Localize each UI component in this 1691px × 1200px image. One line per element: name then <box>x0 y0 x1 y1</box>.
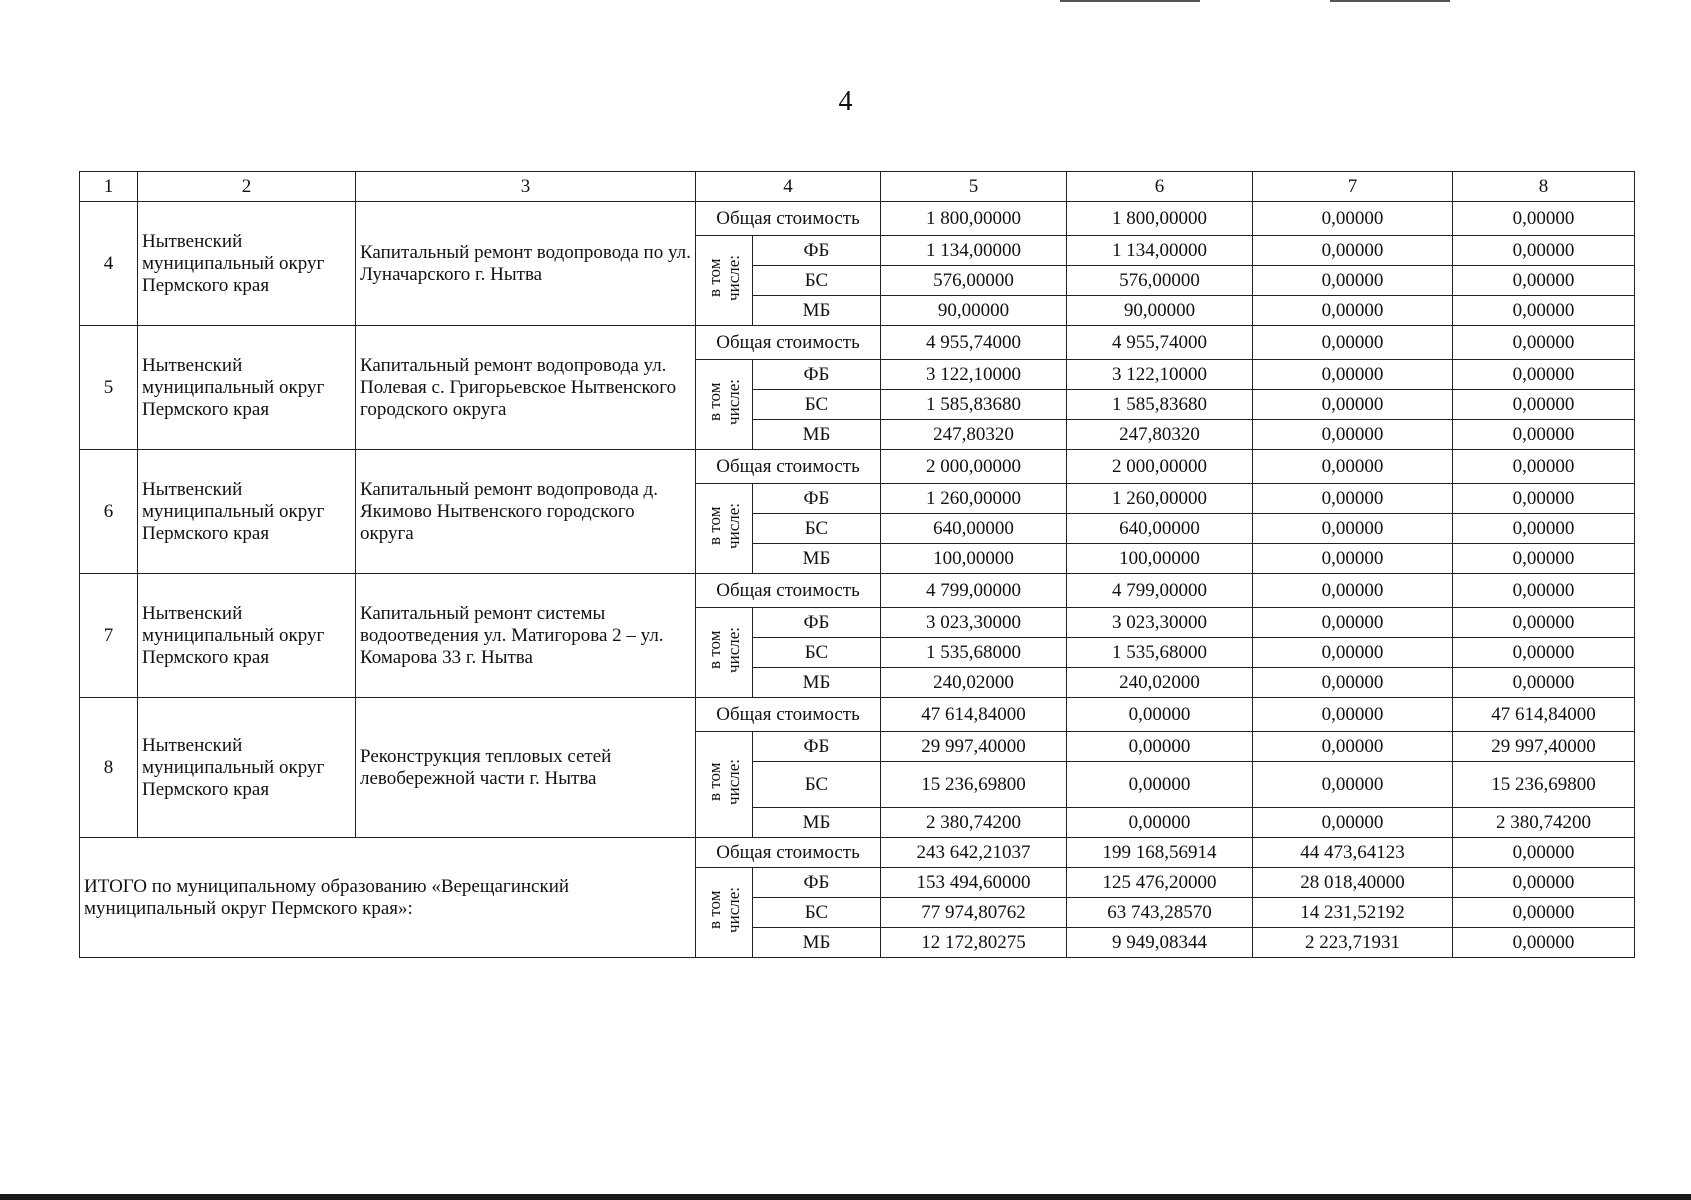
source-label-bs: БС <box>753 638 881 668</box>
value-cell: 1 585,83680 <box>1067 390 1253 420</box>
table-row <box>80 574 1635 608</box>
in-that-label-cell <box>696 608 753 698</box>
header-row <box>80 172 1635 202</box>
value-cell: 0,00000 <box>1453 296 1635 326</box>
table-row <box>80 326 1635 360</box>
value-cell: 90,00000 <box>881 296 1067 326</box>
row-number: 8 <box>80 698 138 838</box>
in-that-label-cell <box>696 484 753 574</box>
value-cell: 29 997,40000 <box>1453 732 1635 762</box>
value-cell: 1 800,00000 <box>881 202 1067 236</box>
municipality-name: Нытвенский муниципальный округ Пермского края <box>138 202 356 326</box>
in-that-label: в том числе: <box>705 886 743 933</box>
budget-table <box>79 171 1635 958</box>
value-cell: 0,00000 <box>1253 420 1453 450</box>
value-cell: 0,00000 <box>1453 450 1635 484</box>
total-cost-label: Общая стоимость <box>696 698 881 732</box>
source-label-fb: ФБ <box>753 236 881 266</box>
value-cell: 0,00000 <box>1453 838 1635 868</box>
value-cell: 0,00000 <box>1453 360 1635 390</box>
source-label-fb: ФБ <box>753 608 881 638</box>
value-cell: 9 949,08344 <box>1067 928 1253 958</box>
value-cell: 0,00000 <box>1253 266 1453 296</box>
value-cell: 1 535,68000 <box>1067 638 1253 668</box>
source-label-mb: МБ <box>753 928 881 958</box>
scan-edge-mark <box>1330 0 1450 2</box>
row-number: 5 <box>80 326 138 450</box>
value-cell: 0,00000 <box>1253 574 1453 608</box>
value-cell: 0,00000 <box>1453 484 1635 514</box>
summary-row <box>80 838 1635 868</box>
value-cell: 640,00000 <box>881 514 1067 544</box>
header-cell: 6 <box>1067 172 1253 202</box>
value-cell: 3 023,30000 <box>1067 608 1253 638</box>
row-number: 6 <box>80 450 138 574</box>
value-cell: 0,00000 <box>1067 808 1253 838</box>
value-cell: 12 172,80275 <box>881 928 1067 958</box>
source-label-fb: ФБ <box>753 868 881 898</box>
value-cell: 0,00000 <box>1253 450 1453 484</box>
municipality-name: Нытвенский муниципальный округ Пермского края <box>138 698 356 838</box>
page-number: 4 <box>838 86 853 117</box>
value-cell: 47 614,84000 <box>1453 698 1635 732</box>
object-name: Капитальный ремонт водопровода по ул. Луначарского г. Нытва <box>356 202 696 326</box>
value-cell: 0,00000 <box>1453 326 1635 360</box>
value-cell: 247,80320 <box>881 420 1067 450</box>
in-that-label-cell <box>696 360 753 450</box>
object-name: Капитальный ремонт водопровода ул. Полевая с. Григорьевское Нытвенского городского округа <box>356 326 696 450</box>
value-cell: 0,00000 <box>1453 514 1635 544</box>
value-cell: 0,00000 <box>1453 928 1635 958</box>
source-label-bs: БС <box>753 898 881 928</box>
value-cell: 2 000,00000 <box>881 450 1067 484</box>
value-cell: 4 955,74000 <box>881 326 1067 360</box>
value-cell: 576,00000 <box>881 266 1067 296</box>
value-cell: 576,00000 <box>1067 266 1253 296</box>
scan-edge-mark <box>1060 0 1200 2</box>
value-cell: 1 134,00000 <box>881 236 1067 266</box>
value-cell: 0,00000 <box>1067 762 1253 808</box>
header-cell: 7 <box>1253 172 1453 202</box>
value-cell: 100,00000 <box>881 544 1067 574</box>
value-cell: 0,00000 <box>1453 574 1635 608</box>
value-cell: 0,00000 <box>1067 732 1253 762</box>
municipality-name: Нытвенский муниципальный округ Пермского края <box>138 574 356 698</box>
value-cell: 240,02000 <box>1067 668 1253 698</box>
value-cell: 0,00000 <box>1453 608 1635 638</box>
value-cell: 3 122,10000 <box>881 360 1067 390</box>
value-cell: 2 380,74200 <box>1453 808 1635 838</box>
value-cell: 0,00000 <box>1253 808 1453 838</box>
value-cell: 0,00000 <box>1253 762 1453 808</box>
value-cell: 0,00000 <box>1067 698 1253 732</box>
table-body <box>80 172 1635 958</box>
source-label-fb: ФБ <box>753 360 881 390</box>
value-cell: 0,00000 <box>1253 360 1453 390</box>
source-label-fb: ФБ <box>753 732 881 762</box>
value-cell: 0,00000 <box>1253 326 1453 360</box>
value-cell: 0,00000 <box>1253 668 1453 698</box>
value-cell: 243 642,21037 <box>881 838 1067 868</box>
value-cell: 153 494,60000 <box>881 868 1067 898</box>
source-label-mb: МБ <box>753 420 881 450</box>
value-cell: 1 260,00000 <box>881 484 1067 514</box>
value-cell: 2 223,71931 <box>1253 928 1453 958</box>
in-that-label: в том числе: <box>705 254 743 301</box>
value-cell: 0,00000 <box>1453 236 1635 266</box>
municipality-name: Нытвенский муниципальный округ Пермского края <box>138 450 356 574</box>
source-label-mb: МБ <box>753 808 881 838</box>
in-that-label-cell <box>696 236 753 326</box>
value-cell: 1 535,68000 <box>881 638 1067 668</box>
value-cell: 640,00000 <box>1067 514 1253 544</box>
source-label-mb: МБ <box>753 668 881 698</box>
source-label-fb: ФБ <box>753 484 881 514</box>
value-cell: 100,00000 <box>1067 544 1253 574</box>
value-cell: 28 018,40000 <box>1253 868 1453 898</box>
value-cell: 14 231,52192 <box>1253 898 1453 928</box>
value-cell: 0,00000 <box>1253 484 1453 514</box>
value-cell: 63 743,28570 <box>1067 898 1253 928</box>
value-cell: 247,80320 <box>1067 420 1253 450</box>
value-cell: 1 585,83680 <box>881 390 1067 420</box>
table-row <box>80 450 1635 484</box>
value-cell: 0,00000 <box>1453 266 1635 296</box>
source-label-bs: БС <box>753 390 881 420</box>
total-cost-label: Общая стоимость <box>696 838 881 868</box>
value-cell: 3 122,10000 <box>1067 360 1253 390</box>
value-cell: 1 260,00000 <box>1067 484 1253 514</box>
in-that-label: в том числе: <box>705 758 743 805</box>
value-cell: 4 799,00000 <box>881 574 1067 608</box>
value-cell: 0,00000 <box>1453 202 1635 236</box>
value-cell: 0,00000 <box>1453 668 1635 698</box>
header-cell: 1 <box>80 172 138 202</box>
value-cell: 0,00000 <box>1453 420 1635 450</box>
value-cell: 125 476,20000 <box>1067 868 1253 898</box>
in-that-label-cell <box>696 732 753 838</box>
value-cell: 0,00000 <box>1253 732 1453 762</box>
header-cell: 3 <box>356 172 696 202</box>
header-cell: 2 <box>138 172 356 202</box>
header-cell: 5 <box>881 172 1067 202</box>
value-cell: 240,02000 <box>881 668 1067 698</box>
source-label-mb: МБ <box>753 296 881 326</box>
total-cost-label: Общая стоимость <box>696 202 881 236</box>
source-label-mb: МБ <box>753 544 881 574</box>
value-cell: 0,00000 <box>1253 514 1453 544</box>
value-cell: 0,00000 <box>1253 638 1453 668</box>
value-cell: 0,00000 <box>1453 544 1635 574</box>
scan-bottom-edge <box>0 1194 1691 1200</box>
value-cell: 2 380,74200 <box>881 808 1067 838</box>
source-label-bs: БС <box>753 762 881 808</box>
summary-label: ИТОГО по муниципальному образованию «Верещагинский муниципальный округ Пермского края»: <box>80 838 696 958</box>
value-cell: 0,00000 <box>1453 638 1635 668</box>
value-cell: 0,00000 <box>1253 544 1453 574</box>
in-that-label: в том числе: <box>705 502 743 549</box>
value-cell: 0,00000 <box>1453 390 1635 420</box>
value-cell: 0,00000 <box>1453 868 1635 898</box>
total-cost-label: Общая стоимость <box>696 326 881 360</box>
in-that-label: в том числе: <box>705 626 743 673</box>
value-cell: 1 800,00000 <box>1067 202 1253 236</box>
object-name: Капитальный ремонт системы водоотведения ул. Матигорова 2 – ул. Комарова 33 г. Нытва <box>356 574 696 698</box>
in-that-label-cell <box>696 868 753 958</box>
value-cell: 0,00000 <box>1253 608 1453 638</box>
value-cell: 0,00000 <box>1253 296 1453 326</box>
header-cell: 4 <box>696 172 881 202</box>
header-cell: 8 <box>1453 172 1635 202</box>
in-that-label: в том числе: <box>705 378 743 425</box>
table-row <box>80 698 1635 732</box>
value-cell: 0,00000 <box>1253 236 1453 266</box>
value-cell: 47 614,84000 <box>881 698 1067 732</box>
value-cell: 2 000,00000 <box>1067 450 1253 484</box>
value-cell: 3 023,30000 <box>881 608 1067 638</box>
object-name: Капитальный ремонт водопровода д. Якимово Нытвенского городского округа <box>356 450 696 574</box>
value-cell: 90,00000 <box>1067 296 1253 326</box>
value-cell: 15 236,69800 <box>881 762 1067 808</box>
value-cell: 4 955,74000 <box>1067 326 1253 360</box>
object-name: Реконструкция тепловых сетей левобережной части г. Нытва <box>356 698 696 838</box>
value-cell: 29 997,40000 <box>881 732 1067 762</box>
municipality-name: Нытвенский муниципальный округ Пермского края <box>138 326 356 450</box>
value-cell: 199 168,56914 <box>1067 838 1253 868</box>
value-cell: 0,00000 <box>1253 698 1453 732</box>
value-cell: 0,00000 <box>1253 390 1453 420</box>
source-label-bs: БС <box>753 514 881 544</box>
row-number: 4 <box>80 202 138 326</box>
source-label-bs: БС <box>753 266 881 296</box>
row-number: 7 <box>80 574 138 698</box>
value-cell: 4 799,00000 <box>1067 574 1253 608</box>
value-cell: 1 134,00000 <box>1067 236 1253 266</box>
total-cost-label: Общая стоимость <box>696 574 881 608</box>
value-cell: 0,00000 <box>1453 898 1635 928</box>
value-cell: 77 974,80762 <box>881 898 1067 928</box>
table-row <box>80 202 1635 236</box>
total-cost-label: Общая стоимость <box>696 450 881 484</box>
value-cell: 0,00000 <box>1253 202 1453 236</box>
value-cell: 15 236,69800 <box>1453 762 1635 808</box>
value-cell: 44 473,64123 <box>1253 838 1453 868</box>
